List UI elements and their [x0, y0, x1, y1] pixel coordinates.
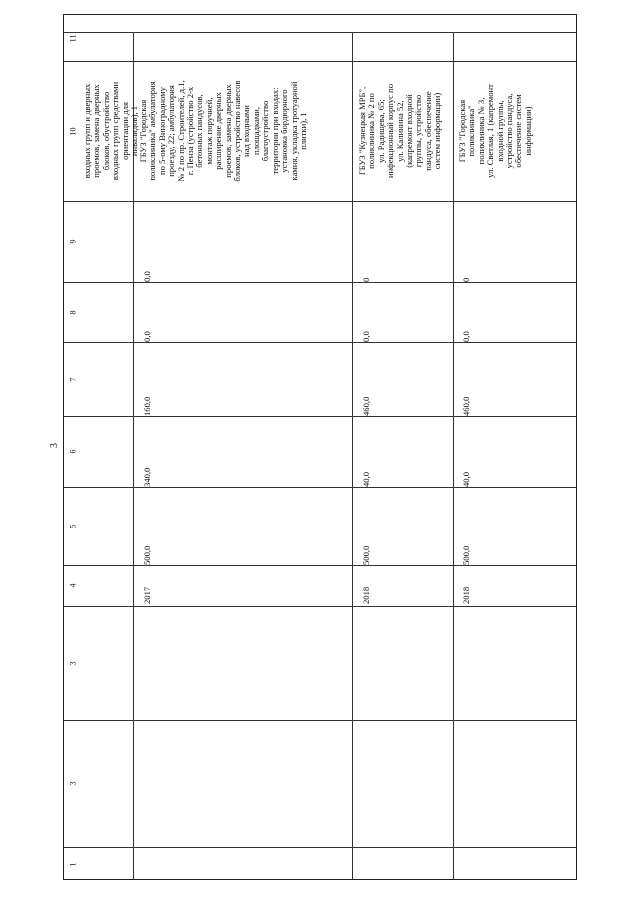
header-col-1: 1	[68, 862, 77, 866]
row-value-col6: 40,0	[361, 471, 371, 487]
row-value-col8: 0,0	[461, 331, 471, 342]
description-line: инвалидов), 1	[129, 105, 140, 157]
header-col-4: 4	[68, 583, 77, 588]
header-col-3a: 3	[68, 661, 77, 665]
col-divider	[64, 416, 576, 417]
description-line: (капремонт входной	[404, 94, 415, 168]
description-line: входной группы,	[494, 100, 505, 162]
header-col-5: 5	[68, 524, 77, 528]
col-divider	[64, 847, 576, 848]
col-divider	[64, 282, 576, 283]
row-value-col8: 0,0	[142, 331, 152, 342]
description-line: проезду, 22; амбулатория	[166, 85, 177, 177]
description-line: установка бордюрного	[279, 89, 290, 173]
description-line: входных групп и дверных	[82, 83, 92, 179]
row-description	[358, 63, 443, 199]
description-line: поликлиника № 2 по	[366, 93, 377, 169]
row-value-col6: 340,0	[142, 467, 152, 487]
row-value-col7: 160,0	[142, 396, 152, 416]
col-divider	[64, 720, 576, 721]
row-value-col9: 0	[361, 277, 371, 282]
row-description	[139, 63, 308, 199]
row-value-col8: 0,0	[361, 331, 371, 342]
header-col-8: 8	[68, 310, 77, 314]
header-col-10: 10	[68, 127, 77, 135]
row-value-col5: 500,0	[461, 545, 471, 565]
header-col-3b: 3	[68, 781, 77, 786]
row-divider	[352, 32, 353, 879]
header-col-11: 11	[67, 34, 77, 42]
description-line: ул. Калинина 52,	[394, 100, 405, 162]
page-number: 3	[49, 443, 60, 448]
description-line: пандуса, обеспечение	[422, 91, 433, 171]
description-line: территории при входах:	[269, 87, 280, 175]
description-line: ул. Радищева, 65;	[375, 99, 386, 163]
description-line: ГБУЗ "Кузнецкая МРБ",	[357, 86, 367, 176]
description-line: блоков, обустройство	[100, 91, 111, 171]
row-year: 2017	[142, 586, 152, 604]
description-line: ГБУЗ "Городская	[457, 99, 467, 163]
description-line: камня, укладка тротуарной	[288, 81, 299, 181]
description-line: обеспечение систем	[513, 94, 524, 168]
description-line: плитки), 1	[297, 112, 308, 150]
col-divider	[64, 606, 576, 607]
description-line: систем информации)	[432, 92, 443, 170]
description-line: бетонных пандусов,	[194, 94, 205, 168]
row-year: 2018	[361, 586, 371, 604]
description-line: поликлиника № 3,	[475, 97, 486, 165]
description-line: ГБУЗ "Городская	[138, 99, 148, 163]
row-year: 2018	[461, 586, 471, 604]
description-line: г. Пенза (устройство 2-х	[185, 86, 196, 176]
description-line: ориентации для	[119, 102, 130, 160]
description-line: над входными	[241, 105, 252, 157]
description-line: расширение дверных	[213, 92, 224, 170]
description-line: благоустройство	[260, 100, 271, 162]
col-divider	[64, 565, 576, 566]
header-col-9: 9	[68, 239, 77, 244]
col-divider	[64, 61, 576, 62]
description-line: входных групп средствами	[110, 81, 121, 181]
row-value-col5: 500,0	[142, 545, 152, 565]
description-line: ул. Светлая, 1 (капремонт	[485, 84, 496, 178]
header-col-6: 6	[68, 449, 77, 454]
description-line: устройство пандуса,	[504, 93, 515, 169]
description-line: блоков, устройство навесов	[232, 80, 243, 182]
description-line: группы, устройство	[413, 94, 424, 168]
description-line: площадками,	[250, 106, 261, 156]
col-divider	[64, 487, 576, 488]
row-value-col5: 500,0	[361, 545, 371, 565]
description-line: поликлиника"	[466, 105, 477, 157]
description-line: по 5-ому Виноградному	[156, 87, 167, 175]
rotated-data-table	[63, 14, 577, 880]
row-value-col9: 0,0	[142, 271, 152, 282]
description-line: инфекционный корпус по	[385, 83, 396, 179]
description-line: информации)	[522, 106, 533, 156]
header-col-7: 7	[68, 377, 77, 381]
col-divider	[64, 342, 576, 343]
description-line: монтаж поручней,	[203, 97, 214, 165]
description-line: № 2 по пр. Строителей, д.1,	[175, 80, 186, 182]
row-description	[458, 63, 533, 199]
row-value-col7: 460,0	[361, 396, 371, 416]
row-divider	[453, 32, 454, 879]
row-value-col6: 40,0	[461, 471, 471, 487]
description-line: проемов, замена дверных	[222, 84, 233, 178]
description-line: поликлиника" амбулатория	[147, 81, 158, 181]
col-divider	[64, 201, 576, 202]
description-line: проемов, замена дверных	[91, 84, 102, 178]
header-divider	[64, 32, 576, 33]
row-description	[83, 63, 139, 199]
row-value-col7: 460,0	[461, 396, 471, 416]
row-value-col9: 0	[461, 277, 471, 282]
